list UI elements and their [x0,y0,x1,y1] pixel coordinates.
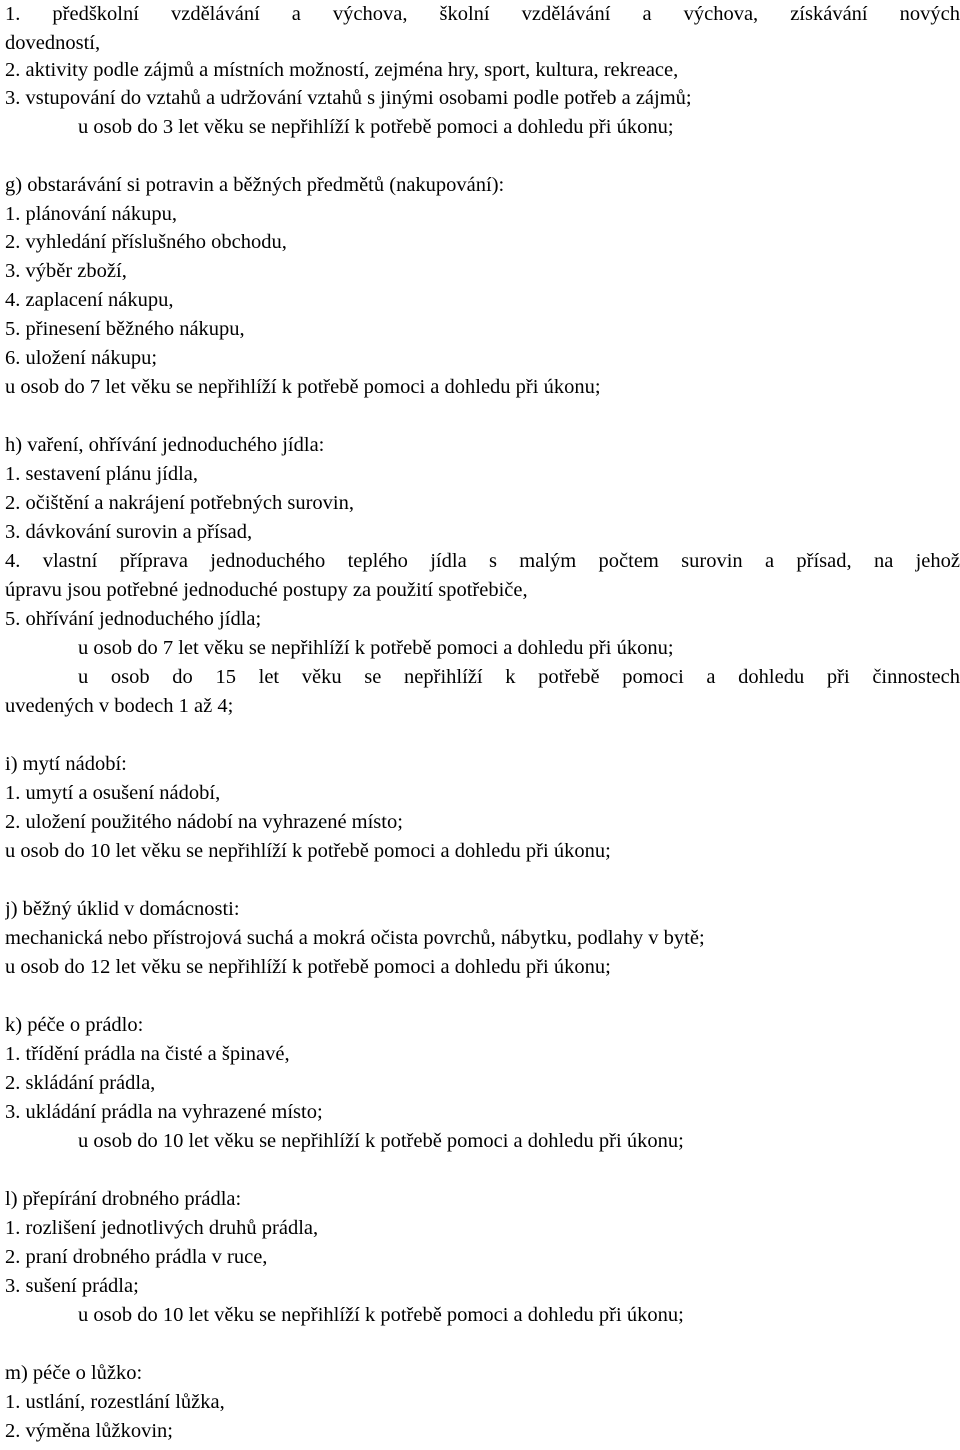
text-line: dovedností, [5,32,101,54]
list-item: 3. ukládání prádla na vyhrazené místo; [5,1101,323,1123]
list-item: 2. výměna lůžkovin; [5,1420,173,1442]
list-item: 2. praní drobného prádla v ruce, [5,1246,268,1268]
text-line: u osob do 7 let věku se nepřihlíží k potřebě pomoci a dohledu při úkonu; [78,637,674,659]
list-item: 5. ohřívání jednoduchého jídla; [5,608,262,630]
list-item: 1. třídění prádla na čisté a špinavé, [5,1043,290,1065]
list-item: 1. umytí a osušení nádobí, [5,782,221,804]
list-item: 4. zaplacení nákupu, [5,289,174,311]
list-item: 2. očištění a nakrájení potřebných surovin, [5,492,354,514]
section-heading: k) péče o prádlo: [5,1014,144,1036]
section-heading: h) vaření, ohřívání jednoduchého jídla: [5,434,325,456]
text-line: u osob do 15 let věku se nepřihlíží k potřebě pomoci a dohledu při činnostech [78,666,960,688]
list-item: 3. sušení prádla; [5,1275,139,1297]
list-item: 3. výběr zboží, [5,260,127,282]
text-line: 1. předškolní vzdělávání a výchova, školní vzdělávání a výchova, získávání nových [5,3,960,25]
text-line: mechanická nebo přístrojová suchá a mokrá očista povrchů, nábytku, podlahy v bytě; [5,927,705,949]
section-heading: j) běžný úklid v domácnosti: [5,898,240,920]
list-item: 2. skládání prádla, [5,1072,156,1094]
text-line: úpravu jsou potřebné jednoduché postupy za použití spotřebiče, [5,579,528,601]
list-item: 1. rozlišení jednotlivých druhů prádla, [5,1217,319,1239]
list-item: 4. vlastní příprava jednoduchého teplého jídla s malým počtem surovin a přísad, na jehož [5,550,960,572]
section-heading: l) přepírání drobného prádla: [5,1188,242,1210]
list-item: 1. ustlání, rozestlání lůžka, [5,1391,225,1413]
section-heading: i) mytí nádobí: [5,753,127,775]
list-item: 6. uložení nákupu; [5,347,158,369]
list-item: 2. uložení použitého nádobí na vyhrazené místo; [5,811,403,833]
section-heading: g) obstarávání si potravin a běžných předmětů (nakupování): [5,174,505,196]
list-item: 1. sestavení plánu jídla, [5,463,198,485]
list-item: 5. přinesení běžného nákupu, [5,318,245,340]
text-line: u osob do 10 let věku se nepřihlíží k potřebě pomoci a dohledu při úkonu; [78,1304,684,1326]
list-item: 2. vyhledání příslušného obchodu, [5,231,287,253]
text-line: u osob do 10 let věku se nepřihlíží k potřebě pomoci a dohledu při úkonu; [5,840,611,862]
section-heading: m) péče o lůžko: [5,1362,143,1384]
text-line: u osob do 10 let věku se nepřihlíží k potřebě pomoci a dohledu při úkonu; [78,1130,684,1152]
text-line: u osob do 3 let věku se nepřihlíží k potřebě pomoci a dohledu při úkonu; [78,116,674,138]
text-line: uvedených v bodech 1 až 4; [5,695,234,717]
text-line: u osob do 7 let věku se nepřihlíží k potřebě pomoci a dohledu při úkonu; [5,376,601,398]
text-line: u osob do 12 let věku se nepřihlíží k potřebě pomoci a dohledu při úkonu; [5,956,611,978]
list-item: 1. plánování nákupu, [5,203,177,225]
text-line: 2. aktivity podle zájmů a místních možností, zejména hry, sport, kultura, rekreace, [5,59,679,81]
text-line: 3. vstupování do vztahů a udržování vztahů s jinými osobami podle potřeb a zájmů; [5,87,692,109]
list-item: 3. dávkování surovin a přísad, [5,521,253,543]
